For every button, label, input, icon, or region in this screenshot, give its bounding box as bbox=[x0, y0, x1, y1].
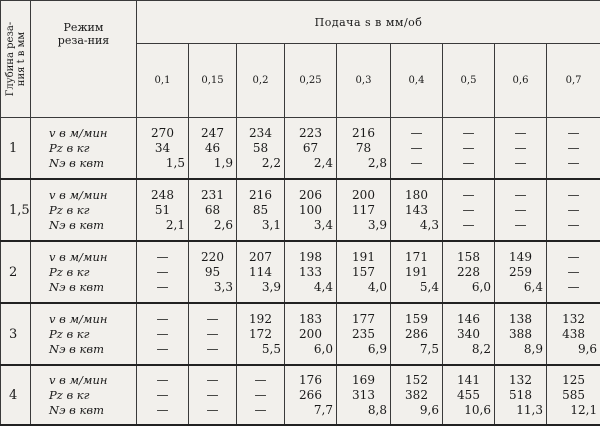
speed-value: 206 bbox=[285, 188, 336, 203]
force-value: — bbox=[495, 141, 546, 156]
speed-value: — bbox=[237, 373, 284, 388]
force-value: — bbox=[189, 388, 236, 403]
speed-value: — bbox=[547, 126, 600, 141]
mode-label-n: Nэ в квт bbox=[49, 342, 136, 357]
speed-value: 177 bbox=[337, 312, 390, 327]
power-value: 11,3 bbox=[495, 403, 546, 418]
force-value: — bbox=[137, 388, 188, 403]
mode-label-v: v в м/мин bbox=[49, 188, 136, 203]
speed-value: 125 bbox=[547, 373, 600, 388]
speed-value: 198 bbox=[285, 250, 336, 265]
speed-value: 192 bbox=[237, 312, 284, 327]
mode-label-n: Nэ в квт bbox=[49, 403, 136, 418]
value-cell bbox=[443, 179, 495, 241]
power-value: 2,1 bbox=[137, 218, 188, 233]
feed-value-header: 0,2 bbox=[237, 44, 285, 118]
value-cell bbox=[547, 303, 600, 365]
speed-value: 159 bbox=[391, 312, 442, 327]
mode-label-pz: Pz в кг bbox=[49, 327, 136, 342]
power-value: 3,1 bbox=[237, 218, 284, 233]
force-value: — bbox=[495, 203, 546, 218]
speed-value: — bbox=[547, 188, 600, 203]
value-cell bbox=[189, 365, 237, 425]
power-value: 7,5 bbox=[391, 342, 442, 357]
speed-value: 138 bbox=[495, 312, 546, 327]
mode-labels bbox=[31, 365, 137, 425]
depth-value: 4 bbox=[1, 365, 31, 425]
speed-value: — bbox=[495, 188, 546, 203]
power-value: — bbox=[137, 342, 188, 357]
value-cell bbox=[495, 365, 547, 425]
value-cell bbox=[337, 303, 391, 365]
mode-header-label: Режим реза-ния bbox=[49, 21, 119, 47]
force-value: — bbox=[547, 203, 600, 218]
speed-value: 180 bbox=[391, 188, 442, 203]
feed-value-header: 0,4 bbox=[391, 44, 443, 118]
speed-value: 216 bbox=[337, 126, 390, 141]
speed-value: — bbox=[443, 188, 494, 203]
power-value: 6,0 bbox=[285, 342, 336, 357]
value-cell bbox=[443, 365, 495, 425]
speed-value: 270 bbox=[137, 126, 188, 141]
value-cell bbox=[337, 118, 391, 180]
value-cell bbox=[443, 241, 495, 303]
value-cell bbox=[547, 241, 600, 303]
force-value: — bbox=[391, 141, 442, 156]
power-value: 1,5 bbox=[137, 156, 188, 171]
power-value: 8,8 bbox=[337, 403, 390, 418]
value-cell bbox=[391, 241, 443, 303]
mode-label-n: Nэ в квт bbox=[49, 280, 136, 295]
value-cell bbox=[285, 303, 337, 365]
power-value: 3,9 bbox=[237, 280, 284, 295]
power-value: 3,4 bbox=[285, 218, 336, 233]
speed-value: 223 bbox=[285, 126, 336, 141]
force-value: — bbox=[137, 265, 188, 280]
speed-value: — bbox=[547, 250, 600, 265]
speed-value: 149 bbox=[495, 250, 546, 265]
power-value: — bbox=[495, 156, 546, 171]
power-value: 12,1 bbox=[547, 403, 600, 418]
value-cell bbox=[189, 241, 237, 303]
value-cell bbox=[391, 365, 443, 425]
value-cell bbox=[137, 303, 189, 365]
force-value: 585 bbox=[547, 388, 600, 403]
speed-value: 132 bbox=[547, 312, 600, 327]
force-value: 172 bbox=[237, 327, 284, 342]
mode-label-v: v в м/мин bbox=[49, 126, 136, 141]
feed-value-header: 0,25 bbox=[285, 44, 337, 118]
force-value: 85 bbox=[237, 203, 284, 218]
force-value: — bbox=[547, 141, 600, 156]
power-value: 10,6 bbox=[443, 403, 494, 418]
mode-label-v: v в м/мин bbox=[49, 373, 136, 388]
force-value: — bbox=[443, 203, 494, 218]
power-value: — bbox=[237, 403, 284, 418]
power-value: — bbox=[189, 403, 236, 418]
value-cell bbox=[237, 365, 285, 425]
value-cell bbox=[137, 365, 189, 425]
table-row bbox=[1, 241, 600, 303]
speed-value: 234 bbox=[237, 126, 284, 141]
power-value: — bbox=[495, 218, 546, 233]
force-value: 340 bbox=[443, 327, 494, 342]
value-cell bbox=[443, 303, 495, 365]
value-cell bbox=[237, 303, 285, 365]
power-value: — bbox=[443, 156, 494, 171]
value-cell bbox=[337, 365, 391, 425]
force-value: 117 bbox=[337, 203, 390, 218]
feed-value-header: 0,1 bbox=[137, 44, 189, 118]
power-value: 9,6 bbox=[391, 403, 442, 418]
value-cell bbox=[337, 241, 391, 303]
force-value: — bbox=[237, 388, 284, 403]
force-value: 228 bbox=[443, 265, 494, 280]
force-value: 191 bbox=[391, 265, 442, 280]
power-value: — bbox=[189, 342, 236, 357]
mode-label-pz: Pz в кг bbox=[49, 141, 136, 156]
power-value: 2,6 bbox=[189, 218, 236, 233]
power-value: 1,9 bbox=[189, 156, 236, 171]
value-cell bbox=[495, 241, 547, 303]
force-value: 286 bbox=[391, 327, 442, 342]
speed-value: 216 bbox=[237, 188, 284, 203]
value-cell bbox=[391, 118, 443, 180]
depth-header-line2: ния t в мм bbox=[16, 22, 27, 96]
feed-value-header: 0,6 bbox=[495, 44, 547, 118]
power-value: — bbox=[443, 218, 494, 233]
power-value: 4,0 bbox=[337, 280, 390, 295]
value-cell bbox=[443, 118, 495, 180]
depth-value: 2 bbox=[1, 241, 31, 303]
mode-label-v: v в м/мин bbox=[49, 312, 136, 327]
speed-value: 183 bbox=[285, 312, 336, 327]
force-value: 95 bbox=[189, 265, 236, 280]
force-value: 200 bbox=[285, 327, 336, 342]
force-value: 100 bbox=[285, 203, 336, 218]
table-body bbox=[1, 118, 600, 426]
speed-value: — bbox=[137, 373, 188, 388]
value-cell bbox=[391, 303, 443, 365]
force-value: 388 bbox=[495, 327, 546, 342]
value-cell bbox=[547, 365, 600, 425]
value-cell bbox=[189, 303, 237, 365]
mode-label-n: Nэ в квт bbox=[49, 218, 136, 233]
force-value: 143 bbox=[391, 203, 442, 218]
mode-label-v: v в м/мин bbox=[49, 250, 136, 265]
power-value: 4,3 bbox=[391, 218, 442, 233]
power-value: — bbox=[391, 156, 442, 171]
power-value: 7,7 bbox=[285, 403, 336, 418]
value-cell bbox=[495, 303, 547, 365]
depth-header-line1: Глубина реза- bbox=[5, 22, 16, 96]
force-value: 259 bbox=[495, 265, 546, 280]
value-cell bbox=[285, 118, 337, 180]
power-value: 2,4 bbox=[285, 156, 336, 171]
power-value: — bbox=[137, 280, 188, 295]
value-cell bbox=[189, 118, 237, 180]
force-value: 438 bbox=[547, 327, 600, 342]
power-value: — bbox=[547, 156, 600, 171]
force-value: 58 bbox=[237, 141, 284, 156]
power-value: 5,4 bbox=[391, 280, 442, 295]
force-value: 114 bbox=[237, 265, 284, 280]
power-value: 8,2 bbox=[443, 342, 494, 357]
feed-value-header: 0,3 bbox=[337, 44, 391, 118]
power-value: 3,3 bbox=[189, 280, 236, 295]
force-value: 455 bbox=[443, 388, 494, 403]
table-row bbox=[1, 365, 600, 425]
value-cell bbox=[337, 179, 391, 241]
feed-header: Подача s в мм/об bbox=[137, 1, 600, 44]
power-value: 2,2 bbox=[237, 156, 284, 171]
power-value: — bbox=[547, 280, 600, 295]
power-value: 5,5 bbox=[237, 342, 284, 357]
mode-labels bbox=[31, 179, 137, 241]
speed-value: 132 bbox=[495, 373, 546, 388]
speed-value: — bbox=[189, 373, 236, 388]
table-row bbox=[1, 303, 600, 365]
value-cell bbox=[137, 179, 189, 241]
power-value: 6,0 bbox=[443, 280, 494, 295]
force-value: 313 bbox=[337, 388, 390, 403]
table-row bbox=[1, 118, 600, 180]
mode-label-pz: Pz в кг bbox=[49, 265, 136, 280]
mode-labels bbox=[31, 241, 137, 303]
value-cell bbox=[237, 241, 285, 303]
force-value: 157 bbox=[337, 265, 390, 280]
speed-value: 248 bbox=[137, 188, 188, 203]
power-value: 6,4 bbox=[495, 280, 546, 295]
power-value: — bbox=[547, 218, 600, 233]
value-cell bbox=[237, 118, 285, 180]
speed-value: 231 bbox=[189, 188, 236, 203]
value-cell bbox=[237, 179, 285, 241]
table-row bbox=[1, 179, 600, 241]
speed-value: 171 bbox=[391, 250, 442, 265]
force-value: — bbox=[443, 141, 494, 156]
force-value: 68 bbox=[189, 203, 236, 218]
speed-value: 141 bbox=[443, 373, 494, 388]
force-value: 235 bbox=[337, 327, 390, 342]
speed-value: 152 bbox=[391, 373, 442, 388]
speed-value: 146 bbox=[443, 312, 494, 327]
value-cell bbox=[547, 118, 600, 180]
power-value: 3,9 bbox=[337, 218, 390, 233]
speed-value: 169 bbox=[337, 373, 390, 388]
force-value: 78 bbox=[337, 141, 390, 156]
force-value: — bbox=[189, 327, 236, 342]
mode-labels bbox=[31, 303, 137, 365]
speed-value: 207 bbox=[237, 250, 284, 265]
value-cell bbox=[285, 179, 337, 241]
depth-value: 3 bbox=[1, 303, 31, 365]
power-value: 4,4 bbox=[285, 280, 336, 295]
speed-value: 247 bbox=[189, 126, 236, 141]
force-value: 51 bbox=[137, 203, 188, 218]
force-value: — bbox=[547, 265, 600, 280]
mode-label-n: Nэ в квт bbox=[49, 156, 136, 171]
speed-value: 200 bbox=[337, 188, 390, 203]
mode-header bbox=[31, 1, 137, 118]
feed-value-header: 0,5 bbox=[443, 44, 495, 118]
speed-value: — bbox=[137, 312, 188, 327]
force-value: — bbox=[137, 327, 188, 342]
value-cell bbox=[495, 118, 547, 180]
power-value: 9,6 bbox=[547, 342, 600, 357]
force-value: 34 bbox=[137, 141, 188, 156]
value-cell bbox=[285, 241, 337, 303]
value-cell bbox=[285, 365, 337, 425]
force-value: 67 bbox=[285, 141, 336, 156]
force-value: 518 bbox=[495, 388, 546, 403]
depth-header bbox=[1, 1, 31, 118]
mode-label-pz: Pz в кг bbox=[49, 388, 136, 403]
force-value: 382 bbox=[391, 388, 442, 403]
force-value: 46 bbox=[189, 141, 236, 156]
value-cell bbox=[547, 179, 600, 241]
speed-value: — bbox=[443, 126, 494, 141]
speed-value: 158 bbox=[443, 250, 494, 265]
power-value: 6,9 bbox=[337, 342, 390, 357]
speed-value: — bbox=[137, 250, 188, 265]
mode-label-pz: Pz в кг bbox=[49, 203, 136, 218]
speed-value: — bbox=[391, 126, 442, 141]
power-value: 2,8 bbox=[337, 156, 390, 171]
speed-value: — bbox=[189, 312, 236, 327]
value-cell bbox=[137, 241, 189, 303]
mode-labels bbox=[31, 118, 137, 180]
force-value: 133 bbox=[285, 265, 336, 280]
feed-value-header: 0,7 bbox=[547, 44, 600, 118]
value-cell bbox=[189, 179, 237, 241]
speed-value: 220 bbox=[189, 250, 236, 265]
depth-value: 1 bbox=[1, 118, 31, 180]
force-value: 266 bbox=[285, 388, 336, 403]
power-value: 8,9 bbox=[495, 342, 546, 357]
speed-value: — bbox=[495, 126, 546, 141]
speed-value: 176 bbox=[285, 373, 336, 388]
feed-value-header: 0,15 bbox=[189, 44, 237, 118]
power-value: — bbox=[137, 403, 188, 418]
value-cell bbox=[495, 179, 547, 241]
value-cell bbox=[137, 118, 189, 180]
speed-value: 191 bbox=[337, 250, 390, 265]
value-cell bbox=[391, 179, 443, 241]
depth-value: 1,5 bbox=[1, 179, 31, 241]
